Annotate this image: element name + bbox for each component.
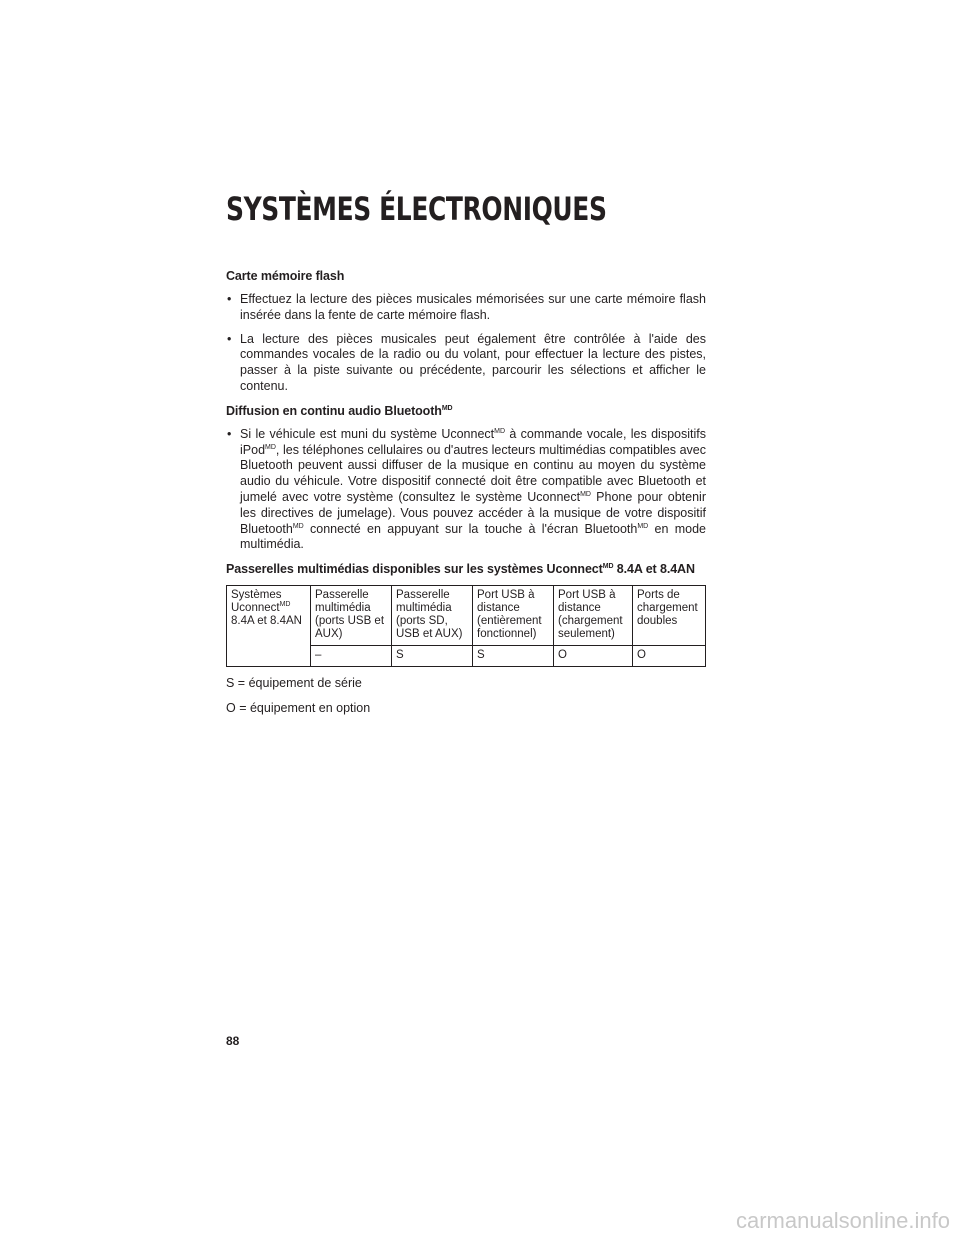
- media-hub-table: [226, 585, 706, 667]
- list-item: [226, 292, 706, 324]
- legend-note: O = équipement en option: [226, 701, 371, 716]
- bullet-icon: •: [227, 331, 232, 346]
- bullet-icon: •: [227, 426, 232, 441]
- table-cell: S: [473, 646, 554, 667]
- bullet-text: Si le véhicule est muni du système Uconnect$^{MD}$ à commande vocale, les dispositifs iPod$^{MD}$, les téléphones cellulaires ou d'autres lecteurs multimédias compatibles avec Bluetooth peuvent aussi diffuser de la musique en continu au moyen du système audio du véhicule. Votre dispositif connecté doit être compatible avec Bluetooth et jumelé avec votre système (consultez le système Uconnect$^{MD}$ Phone pour obtenir les directives de jumelage). Vous pouvez accéder à la musique de votre dispositif Bluetooth$^{MD}$ connecté en appuyant sur la touche à l'écran Bluetooth$^{MD}$ en mode multimédia.: [240, 426, 706, 552]
- table-cell: –: [311, 646, 392, 667]
- list-item: [226, 427, 706, 553]
- table-cell: S: [392, 646, 473, 667]
- bullet-text: Effectuez la lecture des pièces musicales mémorisées sur une carte mémoire flash insérée dans la fente de carte mémoire flash.: [240, 292, 706, 322]
- bullet-icon: •: [227, 292, 232, 306]
- section-heading-flash: Carte mémoire flash: [226, 269, 345, 283]
- table-header-cell: Port USB à distance (chargement seulement): [554, 586, 633, 646]
- table-header-cell: Passerelle multimédia (ports SD, USB et AUX): [392, 586, 473, 646]
- legend-note: S = équipement de série: [226, 676, 362, 691]
- table-header-cell: Ports de chargement doubles: [633, 586, 706, 646]
- bullet-text: La lecture des pièces musicales peut également être contrôlée à l'aide des commandes vocales de la radio ou du volant, pour effectuer la lecture des pistes, passer à la piste suivante ou précédente, parcourir les sélections et afficher le contenu.: [240, 331, 706, 393]
- table-row-header: Systèmes Uconnect$^{MD}$ 8.4A et 8.4AN: [227, 586, 311, 667]
- main-content: [226, 268, 706, 716]
- table-header-cell: Port USB à distance (entièrement fonctionnel): [473, 586, 554, 646]
- section-heading-bluetooth: Diffusion en continu audio Bluetooth$^{MD}$: [226, 403, 453, 418]
- table-cell: O: [554, 646, 633, 667]
- section-heading-passerelles: Passerelles multimédias disponibles sur les systèmes Uconnect$^{MD}$ 8.4A et 8.4AN: [226, 562, 695, 577]
- table-row: [227, 586, 706, 646]
- watermark: carmanualsonline.info: [735, 1208, 950, 1233]
- table-cell: O: [633, 646, 706, 667]
- list-item: [226, 332, 706, 395]
- page-number: 88: [226, 1034, 240, 1048]
- page-title: SYSTÈMES ÉLECTRONIQUES: [226, 190, 607, 228]
- table-header-cell: Passerelle multimédia (ports USB et AUX): [311, 586, 392, 646]
